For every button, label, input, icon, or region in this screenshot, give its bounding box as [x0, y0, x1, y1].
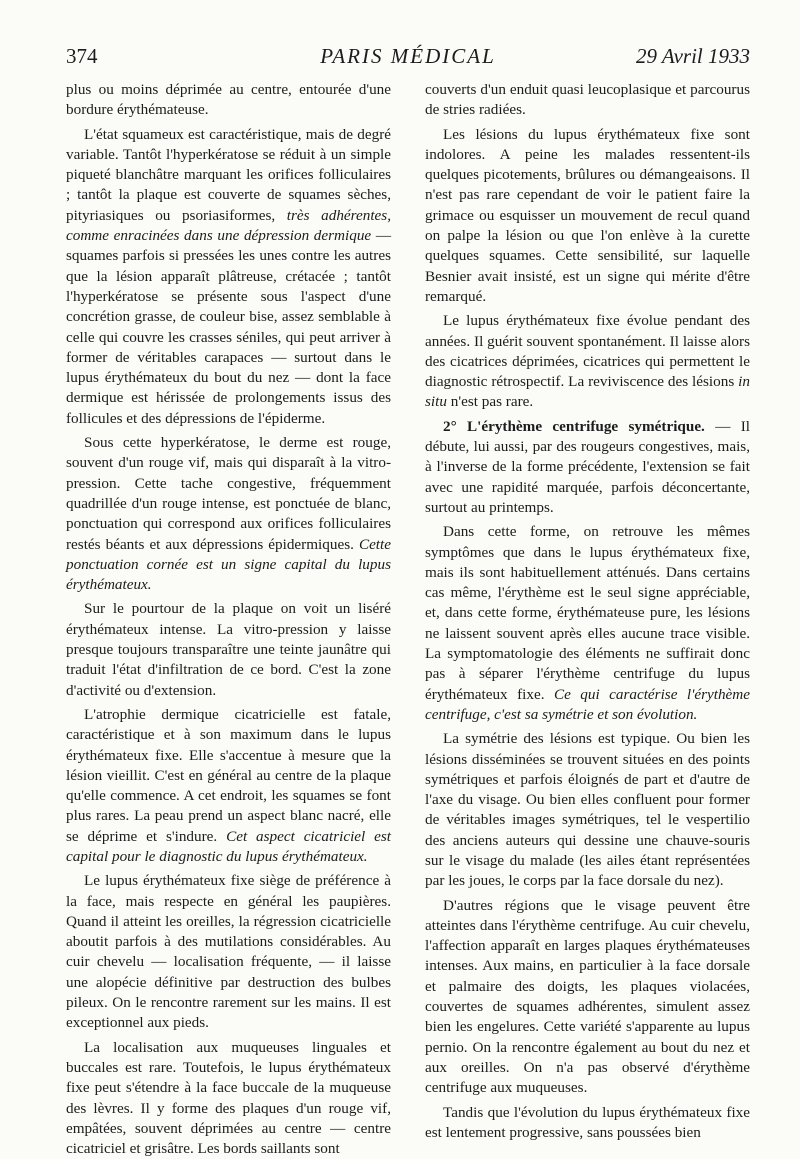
paragraph	[425, 1103, 750, 1144]
paragraph-text: Tandis que l'évolution du lupus érythémateux fixe est lentement progressive, sans poussées bien	[425, 1103, 750, 1141]
paragraph-text: Dans cette forme, on retrouve les mêmes symptômes que dans le lupus érythémateux fixe, mais ils sont habituellement atténués. Dans certains cas même, l'érythème est le seul signe appréciable, et, dans cette forme, érythémateuse pure, les lésions ne laissent souvent après elles aucune trace visible. La symptomatologie des éléments ne suffirait donc pas à séparer l'érythème centrifuge du lupus érythémateux fixe.	[425, 523, 750, 703]
paragraph	[425, 729, 750, 891]
paragraph	[66, 80, 391, 121]
paragraph	[425, 80, 750, 121]
paragraph	[66, 871, 391, 1033]
paragraph-text: Les lésions du lupus érythémateux fixe sont indolores. A peine les malades ressentent-ils quelques picotements, brûlures ou démangeaisons. Il n'est pas rare cependant de voir le patient faire la grimace ou esquisser un mouvement de recul quand on palpe la lésion ou que l'on enlève à la curette quelques squames. Cette sensibilité, sur laquelle Besnier avait insisté, est un signe qui mérite d'être remarqué.	[425, 125, 750, 305]
paragraph-text: L'état squameux est caractéristique, mais de degré variable. Tantôt l'hyperkératose se réduit à un simple piqueté blanchâtre marquant les orifices folliculaires ; tantôt la plaque est couverte de squames sèches, pityriasiques ou psoriasiformes,	[66, 125, 391, 224]
italic-text: Cet aspect cicatriciel est capital pour le diagnostic du lupus érythémateux.	[66, 827, 391, 865]
paragraph	[66, 599, 391, 700]
issue-date: 29 Avril 1933	[636, 44, 750, 68]
paragraph	[66, 433, 391, 595]
paragraph-text: D'autres régions que le visage peuvent être atteintes dans l'érythème centrifuge. Au cuir chevelu, l'affection apparaît en larges plaques érythémateuses intenses. Aux mains, en particulier à la face dorsale et palmaire des doigts, les plaques violacées, couvertes de squames adhérentes, simulent assez bien les engelures. Cette variété s'apparente au lupus pernio. On la rencontre également au bout du nez et aux oreilles. On n'a pas observé d'érythème centrifuge aux muqueuses.	[425, 896, 750, 1097]
running-header	[66, 44, 750, 76]
page-number: 374	[66, 44, 98, 68]
bold-heading: 2° L'érythème centrifuge symétrique.	[443, 417, 705, 435]
paragraph	[425, 125, 750, 308]
paragraph-text: La localisation aux muqueuses linguales et buccales est rare. Toutefois, le lupus érythémateux fixe peut s'étendre à la face buccale de la muqueuse des lèvres. Il y forme des plaques d'un rouge vif, empâtées, souvent déprimées au centre — centre cicatriciel et grisâtre. Les bords saillants sont	[66, 1038, 391, 1158]
paragraph-text: Sous cette hyperkératose, le derme est rouge, souvent d'un rouge vif, mais qui disparaît à la vitro-pression. Cette tache congestive, fréquemment quadrillée d'un rouge intense, est ponctuée de blanc, ponctuation qui correspond aux orifices folliculaires restés béants et aux dépressions épidermiques.	[66, 434, 391, 553]
paragraph-text: La symétrie des lésions est typique. Ou bien les lésions disséminées se trouvent situées en des points symétriques et parfois éloignés de part et d'autre de l'axe du visage. Ou bien elles confluent pour former de véritables images symétriques, tel le vespertilio des anciens auteurs qui dessine une chauve-souris sur le visage du malade (les ailes étant représentées par les joues, le corps par la face dorsale du nez).	[425, 730, 750, 890]
paragraph	[425, 522, 750, 725]
italic-text: très adhérentes, comme enracinées dans une dépression dermique	[66, 206, 391, 245]
paragraph-text: Le lupus érythémateux fixe siège de préférence à la face, mais respecte en général les paupières. Quand il atteint les oreilles, la régression cicatricielle aboutit parfois à des mutilations considérables. Au cuir chevelu — localisation fréquente, — il laisse une alopécie définitive par destruction des bulbes pileux. On le rencontre rarement sur les mains. Il est exceptionnel aux pieds.	[66, 872, 391, 1032]
italic-text: Cette ponctuation cornée est un signe capital du lupus érythémateux.	[66, 535, 391, 594]
paragraph-text: n'est pas rare.	[446, 393, 534, 411]
right-column	[425, 80, 750, 1159]
italic-text: in situ	[425, 373, 750, 411]
paragraph	[425, 417, 750, 518]
paragraph	[66, 125, 391, 429]
paragraph-text: couverts d'un enduit quasi leucoplasique et parcourus de stries radiées.	[425, 81, 750, 119]
paragraph	[425, 311, 750, 412]
paragraph-text: Le lupus érythémateux fixe évolue pendant des années. Il guérit souvent spontanément. Il laisse alors des cicatrices déprimées, cicatrices qui permettent le diagnostic rétrospectif. La reviviscence des lésions	[425, 312, 750, 391]
italic-text: Ce qui caractérise l'érythème centrifuge, c'est sa symétrie et son évolution.	[425, 685, 750, 723]
paragraph	[425, 896, 750, 1099]
journal-title: PARIS MÉDICAL	[320, 44, 496, 68]
text-columns	[66, 80, 750, 1159]
paragraph-text: plus ou moins déprimée au centre, entourée d'une bordure érythémateuse.	[66, 81, 391, 119]
paragraph-text: — Il débute, lui aussi, par des rougeurs congestives, mais, à l'inverse de la forme précédente, l'extension se fait avec une rapidité marquée, parfois déconcertante, surtout au printemps.	[425, 417, 750, 516]
paragraph-text: Sur le pourtour de la plaque on voit un liséré érythémateux intense. La vitro-pression y laisse presque toujours transparaître une teinte jaunâtre qui traduit l'état d'infiltration de ce bord. C'est la zone d'activité ou d'extension.	[66, 600, 391, 699]
paragraph	[66, 1038, 391, 1159]
paragraph-text: L'atrophie dermique cicatricielle est fatale, caractéristique et à son maximum dans le lupus érythémateux fixe. Elle s'accentue à mesure que la lésion vieillit. C'est en général au centre de la plaque qu'elle commence. A cet endroit, les squames se font plus rares. La peau prend un aspect blanc nacré, elle se déprime et s'indure.	[66, 705, 391, 845]
paragraph	[66, 705, 391, 867]
left-column	[66, 80, 391, 1159]
paragraph-text: — squames parfois si pressées les unes contre les autres que la lésion apparaît plâtreuse, crétacée ; tantôt l'hyperkératose se présente sous l'aspect d'une concrétion grasse, de couleur bise, assez semblable à celle qui couvre les crasses séniles, qui peut arriver à former de véritables carapaces — surtout dans le lupus érythémateux du bout du nez — dont la face dermique est hérissée de prolongements issus des follicules et des dépressions de l'épiderme.	[66, 227, 392, 427]
